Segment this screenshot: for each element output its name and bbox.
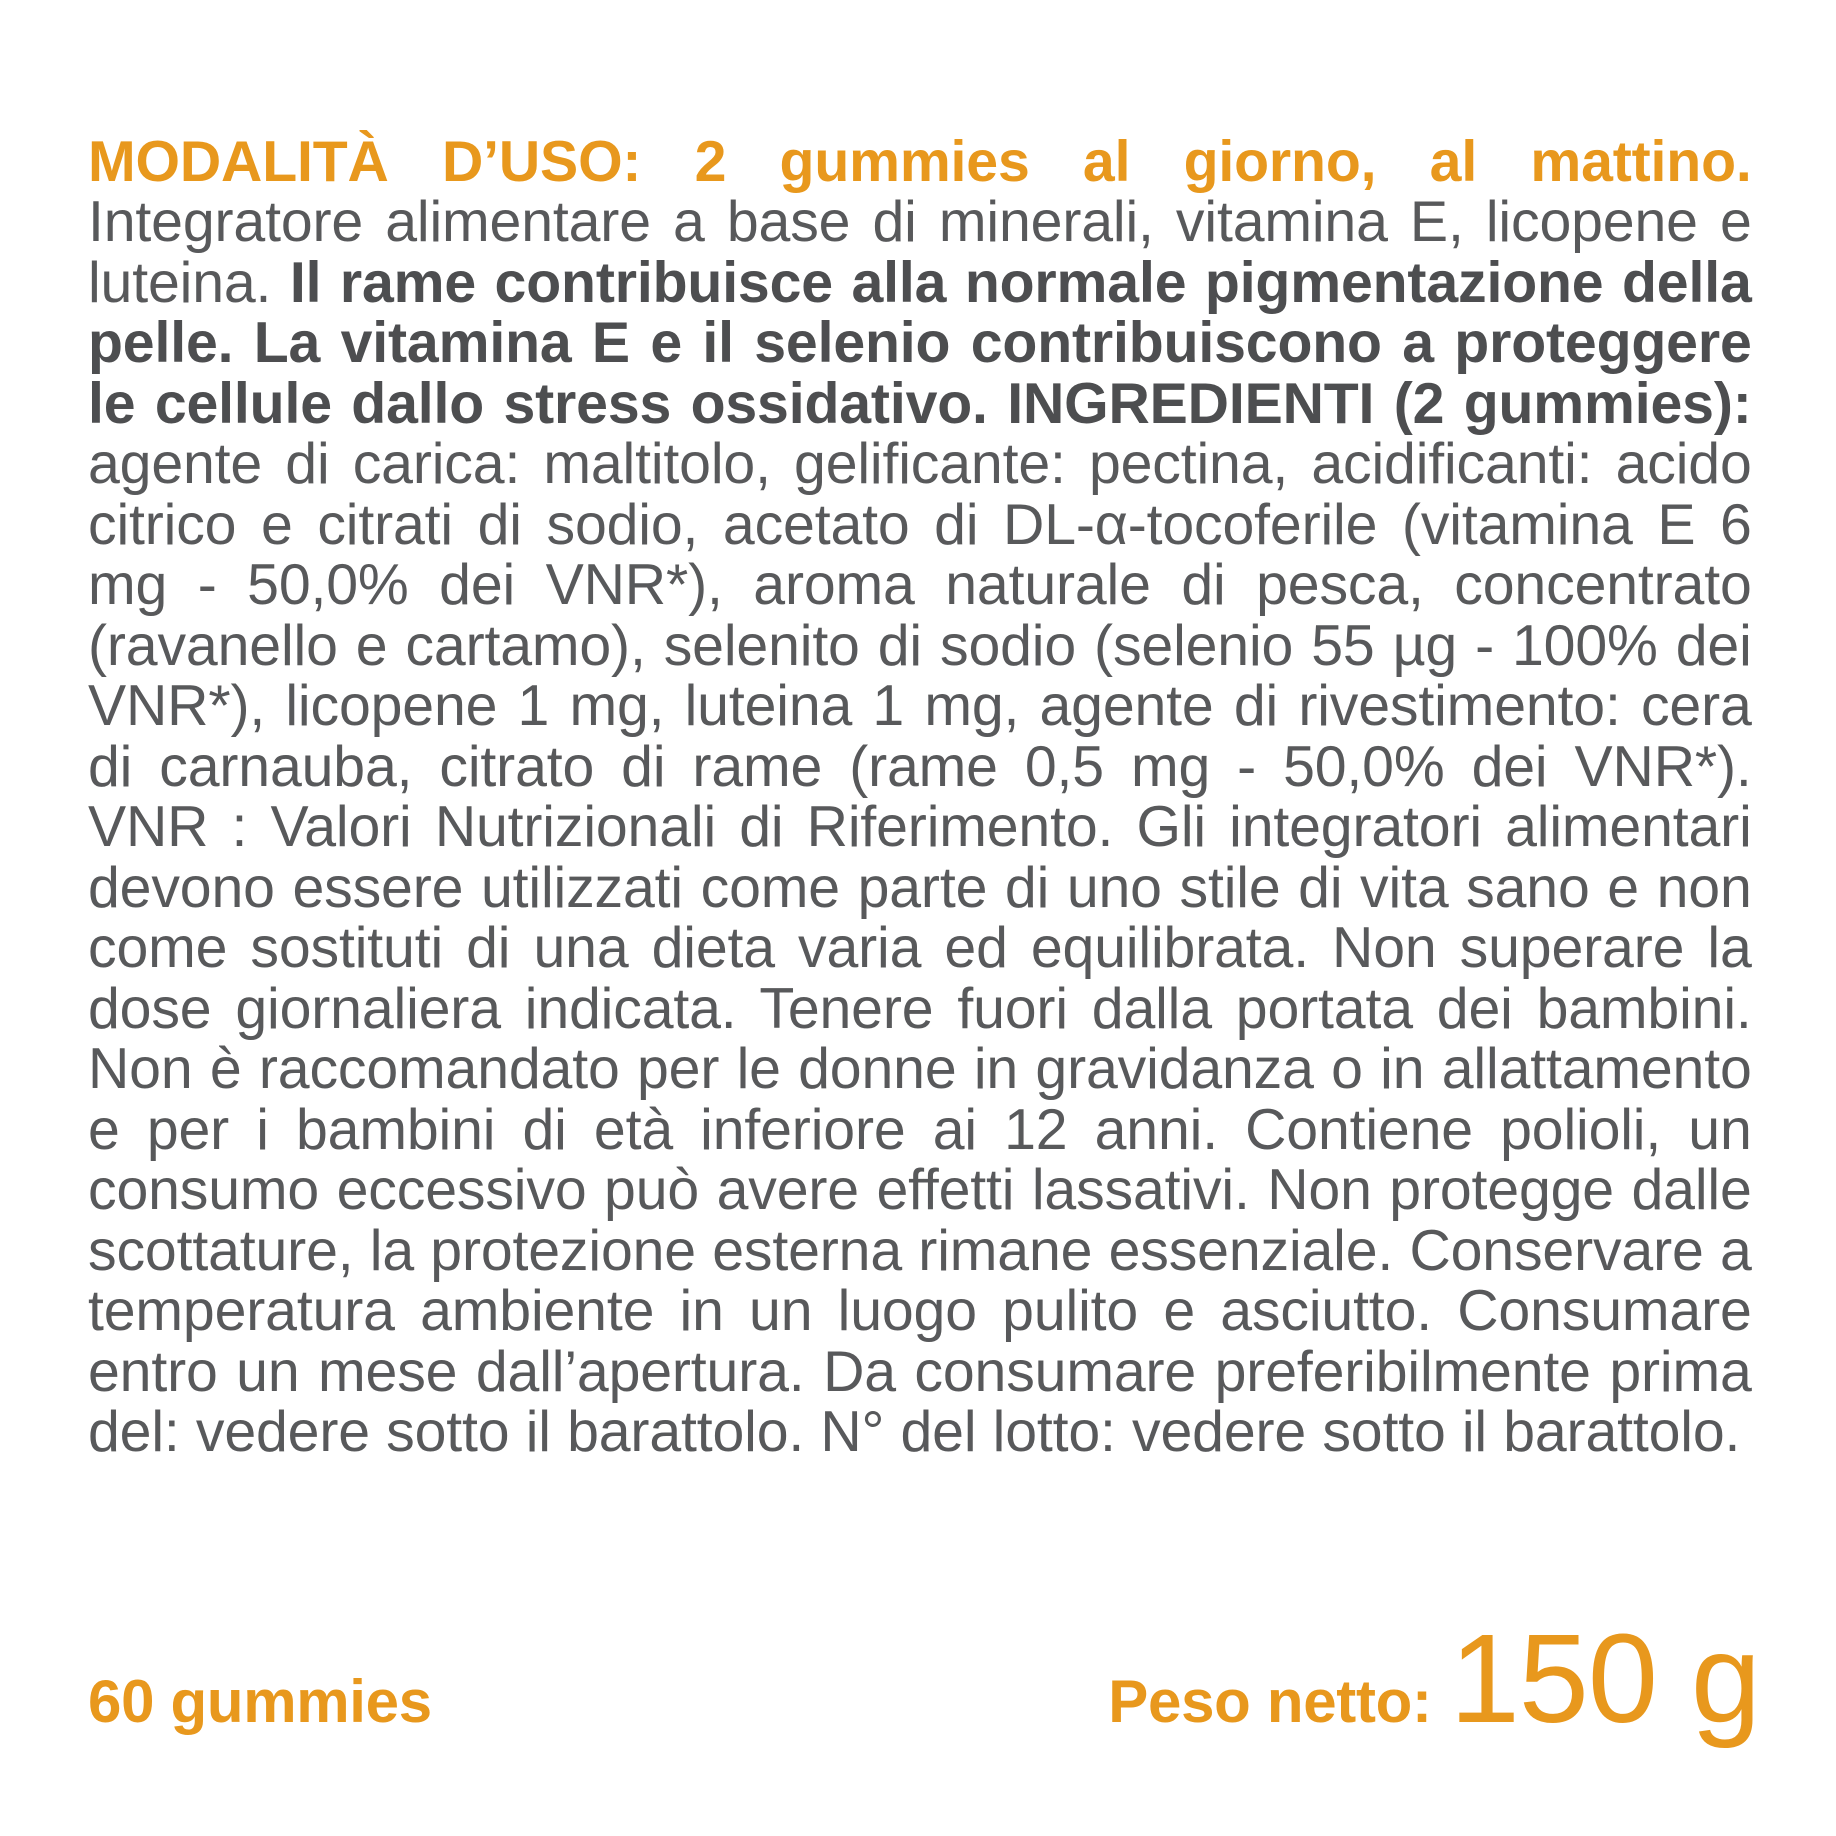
ingredients-list: agente di carica: maltitolo, gelificante: pectina, acidificanti: acido citrico e citrati di sodio, acetato di DL-α-tocoferile (vitamina E 6 mg - 50,0% dei VNR*), aroma naturale di pesca, concentrato (ravanello e cartamo), selenito di sodio (selenio 55 µg - 100% dei VNR*), licopene 1 mg, luteina 1 mg, agente di rivestimento: cera di carnauba, citrato di rame (rame 0,5 mg - 50,0% dei VNR*). VNR : Valori Nutrizionali di Riferimento. — [88, 432, 1752, 859]
directions-intro: Integratore alimentare a base di minerali, vitamina E, licopene e luteina. — [88, 190, 1752, 315]
label-body-text — [88, 129, 1752, 1464]
net-weight-value: 150 g — [1449, 1608, 1760, 1749]
label-footer — [88, 1608, 1760, 1749]
gummy-count: 60 gummies — [88, 1668, 432, 1735]
net-weight-group — [1108, 1608, 1760, 1749]
health-claims: Il rame contribuisce alla normale pigmentazione della pelle. La vitamina E e il selenio contribuiscono a proteggere le cellule dallo stress ossidativo. — [88, 250, 1752, 436]
warnings-text: Gli integratori alimentari devono essere utilizzati come parte di uno stile di vita sano e non come sostituti di una dieta varia ed equilibrata. Non superare la dose giornaliera indicata. Tenere fuori dalla portata dei bambini. Non è raccomandato per le donne in gravidanza o in allattamento e per i bambini di età inferiore ai 12 anni. Contiene polioli, un consumo eccessivo può avere effetti lassativi. Non protegge dalle scottature, la protezione esterna rimane essenziale. Conservare a temperatura ambiente in un luogo pulito e asciutto. Consumare entro un mese dall’apertura. Da consumare preferibilmente prima del: vedere sotto il barattolo. N° del lotto: vedere sotto il barattolo. — [88, 795, 1752, 1464]
ingredients-heading: INGREDIENTI (2 gummies): — [1007, 371, 1752, 436]
net-weight-label: Peso netto: — [1108, 1668, 1432, 1735]
claims-gap — [988, 372, 1007, 436]
directions-heading: MODALITÀ D’USO: 2 gummies al giorno, al mattino. — [88, 129, 1752, 194]
